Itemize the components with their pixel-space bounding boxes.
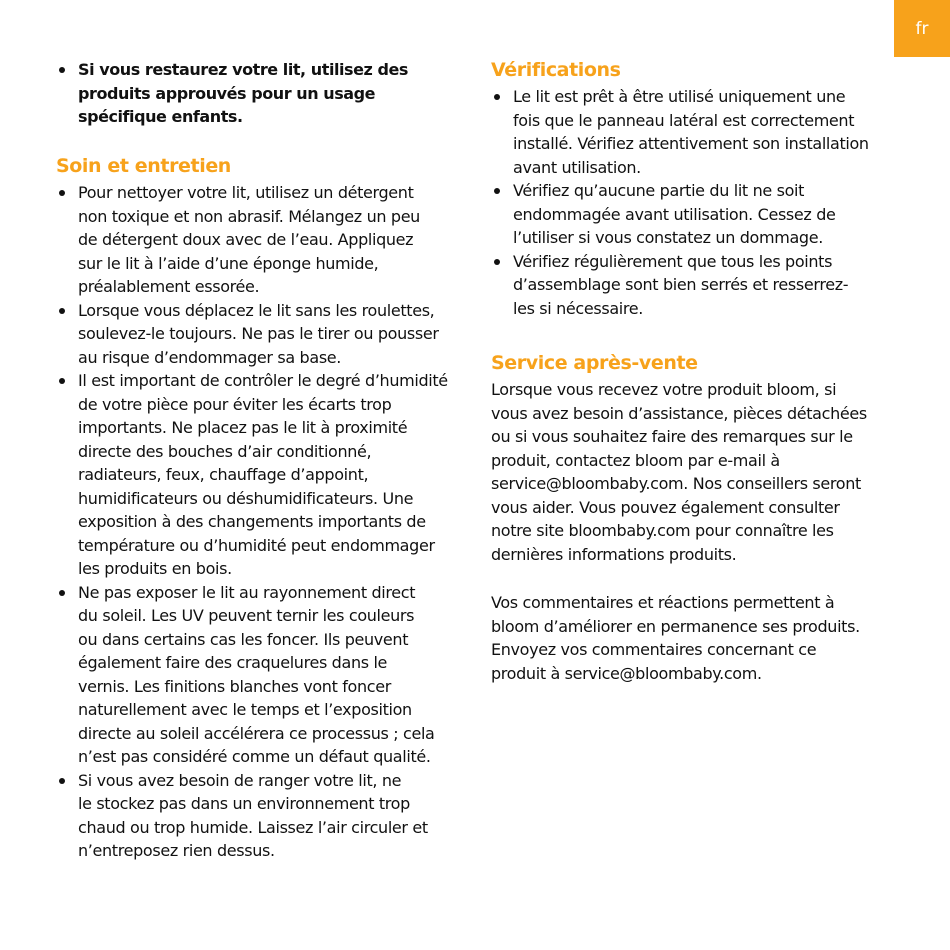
bullet-line: spécifique enfants.	[78, 107, 243, 126]
verification-bullet-installation	[491, 85, 869, 179]
paragraph-line: produit à service@bloombaby.com.	[491, 663, 762, 683]
bullet-line: température ou d’humidité peut endommager	[78, 535, 435, 555]
paragraph-line: Lorsque vous recevez votre produit bloom, si	[491, 380, 837, 399]
care-bullet-list	[56, 181, 448, 863]
bullet-line: Lorsque vous déplacez le lit sans les roulettes,	[78, 300, 435, 320]
bullet-line: fois que le panneau latéral est correctement	[513, 110, 855, 130]
bullet-line: au risque d’endommager sa base.	[78, 347, 342, 367]
bullet-line: endommagée avant utilisation. Cessez de	[513, 204, 836, 224]
bullet-line: Vérifiez qu’aucune partie du lit ne soit	[513, 181, 805, 200]
paragraph-line: notre site bloombaby.com pour connaître les	[491, 521, 834, 540]
bullet-line: l’utiliser si vous constatez un dommage.	[513, 228, 823, 247]
bullet-line: non toxique et non abrasif. Mélangez un peu	[78, 206, 420, 226]
bullet-line: Pour nettoyer votre lit, utilisez un détergent	[78, 183, 414, 202]
bullet-line: avant utilisation.	[513, 157, 641, 177]
care-bullet-humidity	[56, 369, 448, 581]
service-paragraph-contact	[491, 378, 867, 566]
bullet-line: de votre pièce pour éviter les écarts trop	[78, 394, 392, 414]
bullet-line: vernis. Les finitions blanches vont foncer	[78, 676, 391, 696]
paragraph-line: service@bloombaby.com. Nos conseillers seront	[491, 474, 861, 493]
bullet-line: radiateurs, feux, chauffage d’appoint,	[78, 465, 369, 484]
paragraph-line: ou si vous souhaitez faire des remarques sur le	[491, 427, 853, 446]
language-tab: fr	[894, 0, 950, 57]
bullet-line: le stockez pas dans un environnement trop	[78, 794, 410, 813]
bullet-line: Il est important de contrôler le degré d’humidité	[78, 371, 448, 390]
paragraph-line: vous avez besoin d’assistance, pièces détachées	[491, 403, 867, 423]
bullet-line: naturellement avec le temps et l’exposition	[78, 700, 412, 719]
service-heading: Service après-vente	[491, 352, 698, 374]
bullet-line: ou dans certains cas les foncer. Ils peuvent	[78, 629, 409, 649]
verifications-heading: Vérifications	[491, 59, 621, 81]
bullet-line: les produits en bois.	[78, 559, 232, 578]
bullet-line: Ne pas exposer le lit au rayonnement direct	[78, 582, 416, 602]
bullet-line: soulevez-le toujours. Ne pas le tirer ou pousser	[78, 324, 439, 343]
care-bullet-storage	[56, 769, 448, 863]
care-bullet-moving	[56, 299, 448, 370]
paragraph-line: bloom d’améliorer en permanence ses produits.	[491, 616, 860, 636]
bullet-line: n’est pas considéré comme un défaut qualité.	[78, 747, 431, 766]
bullet-line: importants. Ne placez pas le lit à proximité	[78, 418, 408, 437]
bullet-line: exposition à des changements importants de	[78, 512, 426, 531]
intro-bullet-list	[56, 58, 408, 129]
care-bullet-sunlight	[56, 581, 448, 769]
bullet-line: Si vous restaurez votre lit, utilisez des	[78, 60, 408, 79]
bullet-line: produits approuvés pour un usage	[78, 83, 376, 103]
verification-bullet-damage	[491, 179, 869, 250]
paragraph-line: vous aider. Vous pouvez également consulter	[491, 497, 840, 517]
bullet-line: du soleil. Les UV peuvent ternir les couleurs	[78, 606, 415, 625]
care-bullet-cleaning	[56, 181, 448, 299]
bullet-line: sur le lit à l’aide d’une éponge humide,	[78, 253, 379, 273]
verification-bullet-assembly	[491, 250, 869, 321]
paragraph-line: Envoyez vos commentaires concernant ce	[491, 640, 817, 659]
bullet-line: Si vous avez besoin de ranger votre lit, ne	[78, 770, 402, 790]
bullet-line: directe des bouches d’air conditionné,	[78, 441, 372, 461]
bullet-line: humidificateurs ou déshumidificateurs. Une	[78, 488, 414, 508]
paragraph-line: dernières informations produits.	[491, 544, 737, 564]
bullet-line: chaud ou trop humide. Laissez l’air circuler et	[78, 817, 428, 837]
bullet-line: également faire des craquelures dans le	[78, 653, 388, 672]
service-paragraph-feedback	[491, 591, 860, 685]
bullet-line: de détergent doux avec de l’eau. Appliquez	[78, 230, 414, 249]
bullet-line: préalablement essorée.	[78, 277, 260, 296]
verifications-bullet-list	[491, 85, 869, 320]
bullet-line: n’entreposez rien dessus.	[78, 841, 275, 860]
care-heading: Soin et entretien	[56, 155, 231, 177]
bullet-line: Le lit est prêt à être utilisé uniquement une	[513, 87, 846, 106]
bullet-line: d’assemblage sont bien serrés et resserrez-	[513, 275, 849, 294]
bullet-line: Vérifiez régulièrement que tous les points	[513, 251, 833, 271]
paragraph-line: produit, contactez bloom par e-mail à	[491, 450, 780, 470]
bullet-line: directe au soleil accélérera ce processus ; cela	[78, 723, 435, 743]
bullet-line: installé. Vérifiez attentivement son installation	[513, 134, 869, 153]
bullet-line: les si nécessaire.	[513, 298, 643, 318]
intro-bullet	[56, 58, 408, 129]
paragraph-line: Vos commentaires et réactions permettent à	[491, 593, 835, 612]
